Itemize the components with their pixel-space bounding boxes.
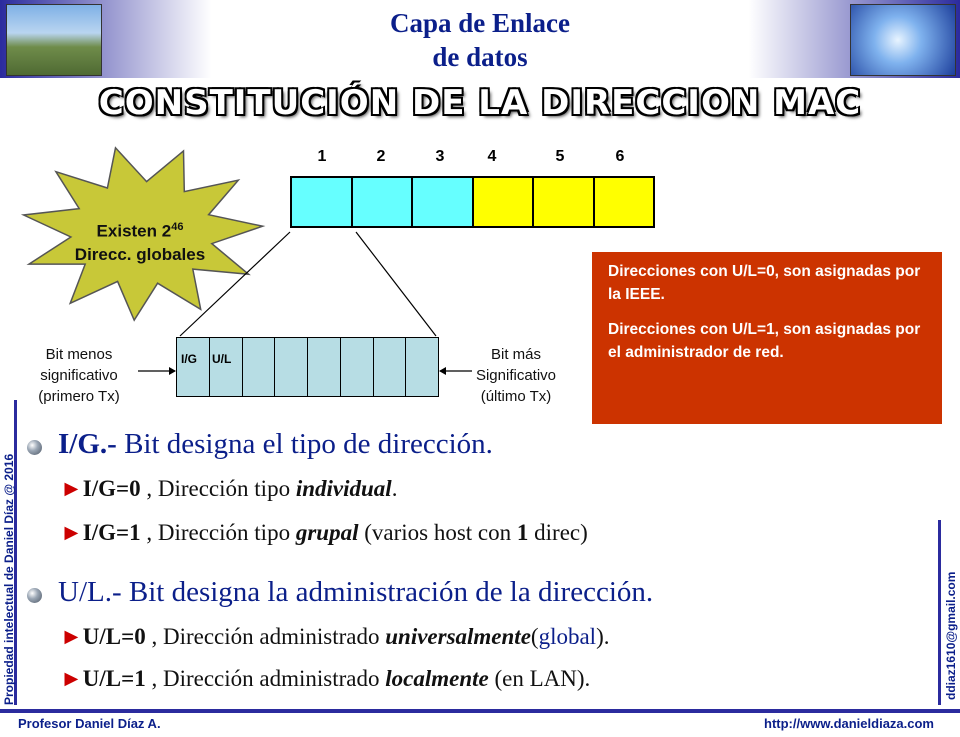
msb-label: Bit más Significativo (último Tx) (475, 346, 557, 405)
bit-cell (373, 337, 407, 397)
arrow-right-head (439, 367, 446, 375)
ul1-line: ►U/L=1 , Dirección administrado localmente (en LAN). (60, 666, 591, 691)
bit-cell (176, 337, 210, 397)
arrow-left-head (169, 367, 176, 375)
byte-number-4: 4 (487, 148, 497, 165)
arrow-icon: ► (60, 520, 83, 545)
ul-title: U/L.- Bit designa la administración de la dirección. (58, 576, 654, 608)
footer-bar (0, 709, 960, 713)
email-vertical: ddiaz1610@gmail.com (944, 571, 958, 700)
right-side-bar (938, 520, 941, 705)
bit-cell (209, 337, 243, 397)
arrow-icon: ► (60, 624, 83, 649)
starburst-line2: Direcc. globales (74, 244, 206, 264)
ig-title: I/G.- Bit designa el tipo de dirección. (58, 428, 493, 460)
slide-title-line2: de datos (432, 42, 528, 72)
connector-right-line (356, 232, 436, 336)
footer-author: Profesor Daniel Díaz A. (18, 716, 161, 731)
arrow-icon: ► (60, 666, 83, 691)
copyright-vertical: Propiedad intelectual de Daniel Díaz @ 2016 (2, 453, 16, 705)
ul0-line: ►U/L=0 , Dirección administrado universalmente(global). (60, 624, 610, 649)
section-heading: CONSTITUCIÓN DE LA DIRECCION MAC (98, 83, 862, 123)
info-box (592, 252, 942, 424)
byte-number-2: 2 (376, 148, 386, 165)
bit-cell (307, 337, 341, 397)
mac-byte-3 (411, 176, 474, 228)
bullet-icon (27, 588, 42, 603)
mac-byte-4 (472, 176, 535, 228)
mac-byte-5 (532, 176, 595, 228)
slide-title-line1: Capa de Enlace (389, 8, 570, 38)
bullet-icon (27, 440, 42, 455)
mac-byte-1 (290, 176, 353, 228)
mac-byte-2 (351, 176, 414, 228)
footer-website[interactable]: http://www.danieldiaza.com (764, 716, 934, 731)
bit-cell (405, 337, 439, 397)
byte-number-6: 6 (615, 148, 625, 165)
arrow-icon: ► (60, 476, 83, 501)
info-box-p2: Direcciones con U/L=1, son asignadas por el administrador de red. (608, 321, 921, 361)
byte-number-3: 3 (435, 148, 445, 165)
mac-byte-6 (593, 176, 656, 228)
starburst-text (40, 216, 240, 266)
bit-cell (242, 337, 276, 397)
ig1-line: ►I/G=1 , Dirección tipo grupal (varios host con 1 direc) (60, 520, 588, 545)
bit-cell (274, 337, 308, 397)
starburst-line1: Existen 2 (96, 221, 172, 241)
lsb-label: Bit menos significativo (primero Tx) (38, 346, 120, 405)
info-box-p1: Direcciones con U/L=0, son asignadas por la IEEE. (608, 263, 921, 303)
byte-number-1: 1 (317, 148, 327, 165)
byte-number-5: 5 (555, 148, 565, 165)
ig-bit-label: I/G (181, 352, 198, 366)
bit-cell (340, 337, 374, 397)
ul-bit-label: U/L (212, 352, 232, 366)
ig0-line: ►I/G=0 , Dirección tipo individual. (60, 476, 398, 501)
starburst-exponent: 46 (171, 221, 184, 233)
